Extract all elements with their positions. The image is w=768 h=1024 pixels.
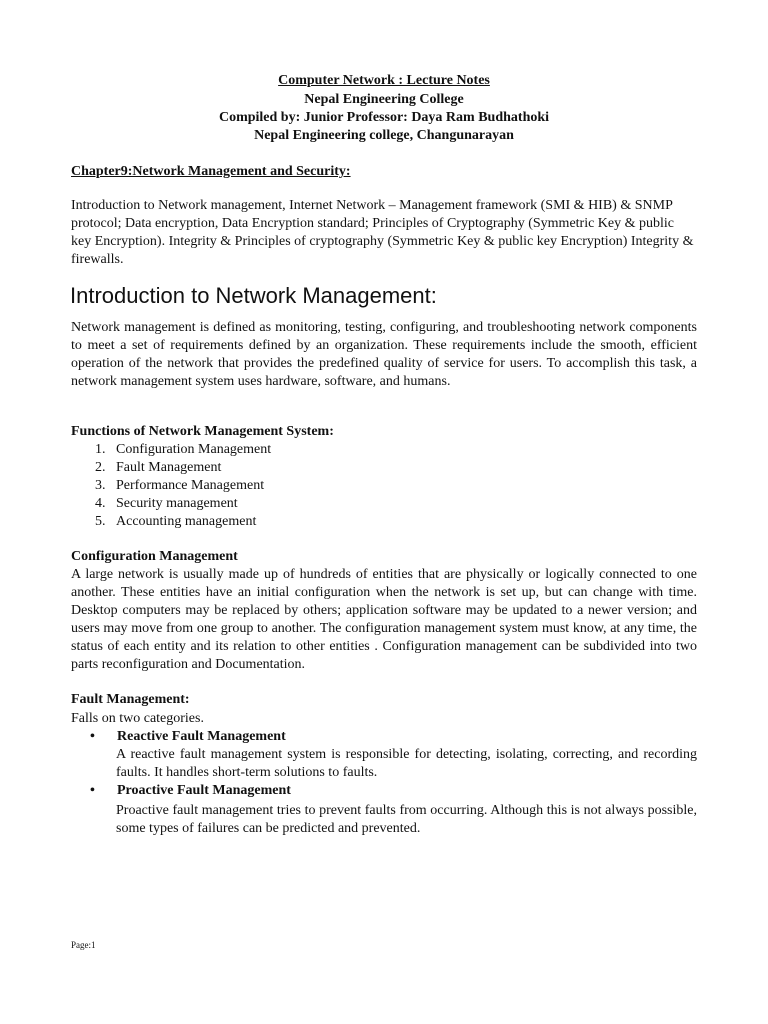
fault-intro: Falls on two categories. (71, 711, 204, 726)
college-location: Nepal Engineering college, Changunarayan (254, 128, 514, 143)
list-item: 5. Accounting management (95, 514, 257, 529)
document-title: Computer Network : Lecture Notes (278, 73, 490, 88)
bullet-icon: • (90, 783, 95, 798)
reactive-heading: Reactive Fault Management (117, 729, 286, 744)
chapter-title: Chapter9:Network Management and Security: (71, 164, 351, 179)
proactive-heading: Proactive Fault Management (117, 783, 291, 798)
reactive-paragraph: A reactive fault management system is responsible for detecting, isolating, correcting, and recording faults. It handles short-term solutions to faults. (116, 747, 697, 780)
compiled-by: Compiled by: Junior Professor: Daya Ram Budhathoki (218, 110, 550, 125)
functions-heading: Functions of Network Management System: (71, 424, 334, 439)
configuration-heading: Configuration Management (71, 549, 238, 564)
bullet-icon: • (90, 729, 95, 744)
proactive-paragraph: Proactive fault management tries to prevent faults from occurring. Although this is not always possible, some types of failures can be predicted and prevented. (116, 803, 697, 836)
college-name: Nepal Engineering College (304, 92, 464, 107)
page-number: Page:1 (71, 940, 96, 950)
fault-heading: Fault Management: (71, 692, 190, 707)
list-item: 1. Configuration Management (95, 442, 272, 457)
chapter-intro: Introduction to Network management, Internet Network – Management framework (SMI & HIB) & SNMP protocol; Data encryption, Data Encryption standard; Principles of Cryptography (Symmetric Key & public key Encryption). Integrity & Principles of cryptography (Symmetric Key & public key Encryption) Integrity & firewalls. (71, 198, 694, 267)
list-item: 2. Fault Management (95, 460, 222, 475)
configuration-paragraph: A large network is usually made up of hundreds of entities that are physically or logically connected to one another. These entities have an initial configuration when the network is set up, but can change with time. Desktop computers may be replaced by others; application software may be updated to a newer version; and users may move from one group to another. The configuration management system must know, at any time, the status of each entity and its relation to other entities . Configuration management can be subdivided into two parts reconfiguration and Documentation. (71, 567, 697, 672)
list-item: 4. Security management (95, 496, 238, 511)
section-paragraph: Network management is defined as monitoring, testing, configuring, and troubleshooting network components to meet a set of requirements defined by an organization. These requirements include the smooth, efficient operation of the network that provides the predefined quality of service for users. To accomplish this task, a network management system uses hardware, software, and humans. (71, 320, 697, 389)
list-item: 3. Performance Management (95, 478, 265, 493)
functions-list (71, 441, 271, 531)
section-heading: Introduction to Network Management: (70, 283, 437, 308)
